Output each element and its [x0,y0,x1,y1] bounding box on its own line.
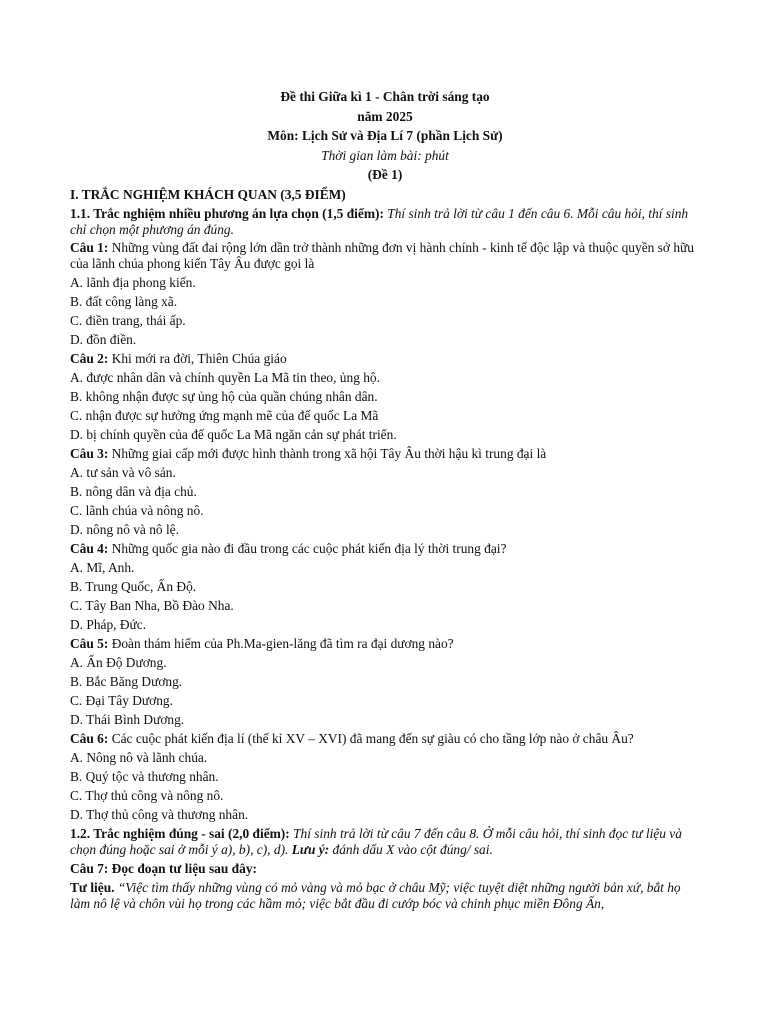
option-2a: A. được nhân dân và chính quyền La Mã tin theo, ủng hộ. [70,369,380,385]
question-label: Câu 3: [70,445,109,461]
option-6b: B. Quý tộc và thương nhân. [70,768,219,784]
option-5b: B. Bắc Băng Dương. [70,673,183,689]
exam-subject: Môn: Lịch Sử và Địa Lí 7 (phần Lịch Sử) [267,128,503,143]
part1-text: Thí sinh trả lời từ câu 1 đến câu 6. Mỗi câu hỏi, thí sinh chỉ chọn một phương án đúng. [70,205,689,237]
part2-instruction [70,826,700,858]
question-label: Câu 4: [70,540,109,556]
option-3d: D. nông nô và nô lệ. [70,521,179,537]
exam-year: năm 2025 [357,108,413,124]
part1-label: 1.1. Trắc nghiệm nhiều phương án lựa chọn (1,5 điểm): [70,205,384,221]
option-6a: A. Nông nô và lãnh chúa. [70,749,208,765]
option-5d: D. Thái Bình Dương. [70,711,185,727]
part2-label: 1.2. Trắc nghiệm đúng - sai (2,0 điểm): [70,825,290,841]
option-1a: A. lãnh địa phong kiến. [70,274,196,290]
question-3 [70,444,700,463]
exam-number: (Đề 1) [367,167,403,182]
source-label: Tư liệu. [70,879,115,895]
option-3a: A. tư sản và vô sản. [70,464,176,480]
question-label: Câu 6: [70,730,109,746]
option-4a: A. Mĩ, Anh. [70,559,135,575]
question-2 [70,349,700,368]
source-text: “Việc tìm thấy những vùng có mỏ vàng và mỏ bạc ở châu Mỹ; việc tuyệt diệt những người bản xứ, bắt họ làm nô lệ và chôn vùi họ trong các hầm mỏ; việc bắt đầu đi cướp bóc và chinh phục miền Đông Ấn, [70,879,681,911]
option-5a: A. Ấn Độ Dương. [70,654,167,670]
part1-instruction [70,206,700,238]
note-label: Lưu ý: [291,841,330,857]
question-label: Câu 1: [70,239,109,255]
option-4b: B. Trung Quốc, Ấn Độ. [70,578,197,594]
question-1 [70,240,700,272]
option-2d: D. bị chính quyền của đế quốc La Mã ngăn cản sự phát triển. [70,426,397,442]
option-2b: B. không nhận được sự ủng hộ của quần chúng nhân dân. [70,388,378,404]
question-label: Câu 5: [70,635,109,651]
option-3b: B. nông dân và địa chủ. [70,483,197,499]
question-4 [70,539,700,558]
note-text: đánh dấu X vào cột đúng/ sai. [332,841,493,857]
option-6d: D. Thợ thủ công và thương nhân. [70,806,249,822]
question-text: Những vùng đất đai rộng lớn dần trở thành những đơn vị hành chính - kinh tế độc lập và thuộc quyền sở hữu của lãnh chúa phong kiến Tây Âu được gọi là [70,239,694,271]
option-1d: D. đồn điền. [70,331,137,347]
source-excerpt [70,880,700,912]
part2-text: Thí sinh trả lời từ câu 7 đến câu 8. Ở mỗi câu hỏi, thí sinh đọc tư liệu và chọn đúng hoặc sai ở mỗi ý a), b), c), d). [70,825,682,857]
question-5 [70,634,700,653]
question-text: Những quốc gia nào đi đầu trong các cuộc phát kiến địa lý thời trung đại? [111,540,507,556]
option-6c: C. Thợ thủ công và nông nô. [70,787,224,803]
exam-title: Đề thi Giữa kì 1 - Chân trời sáng tạo [280,89,490,104]
question-6 [70,729,700,748]
question-text: Khi mới ra đời, Thiên Chúa giáo [111,350,287,366]
question-text: Các cuộc phát kiến địa lí (thế kỉ XV – XVI) đã mang đến sự giàu có cho tầng lớp nào ở châu Âu? [111,730,634,746]
option-4c: C. Tây Ban Nha, Bồ Đào Nha. [70,597,234,613]
question-7-heading: Câu 7: Đọc đoạn tư liệu sau đây: [70,860,257,876]
option-3c: C. lãnh chúa và nông nô. [70,502,204,518]
option-2c: C. nhận được sự hưởng ứng mạnh mẽ của đế quốc La Mã [70,407,379,423]
option-4d: D. Pháp, Đức. [70,616,147,632]
option-1b: B. đất công làng xã. [70,293,178,309]
exam-time: Thời gian làm bài: phút [321,147,449,163]
section-heading: I. TRẮC NGHIỆM KHÁCH QUAN (3,5 ĐIỂM) [70,186,346,202]
question-text: Đoàn thám hiểm của Ph.Ma-gien-lăng đã tìm ra đại dương nào? [111,635,454,651]
option-5c: C. Đại Tây Dương. [70,692,173,708]
option-1c: C. điền trang, thái ấp. [70,312,186,328]
question-text: Những giai cấp mới được hình thành trong xã hội Tây Âu thời hậu kì trung đại là [111,445,547,461]
exam-document [70,87,700,913]
question-label: Câu 2: [70,350,109,366]
